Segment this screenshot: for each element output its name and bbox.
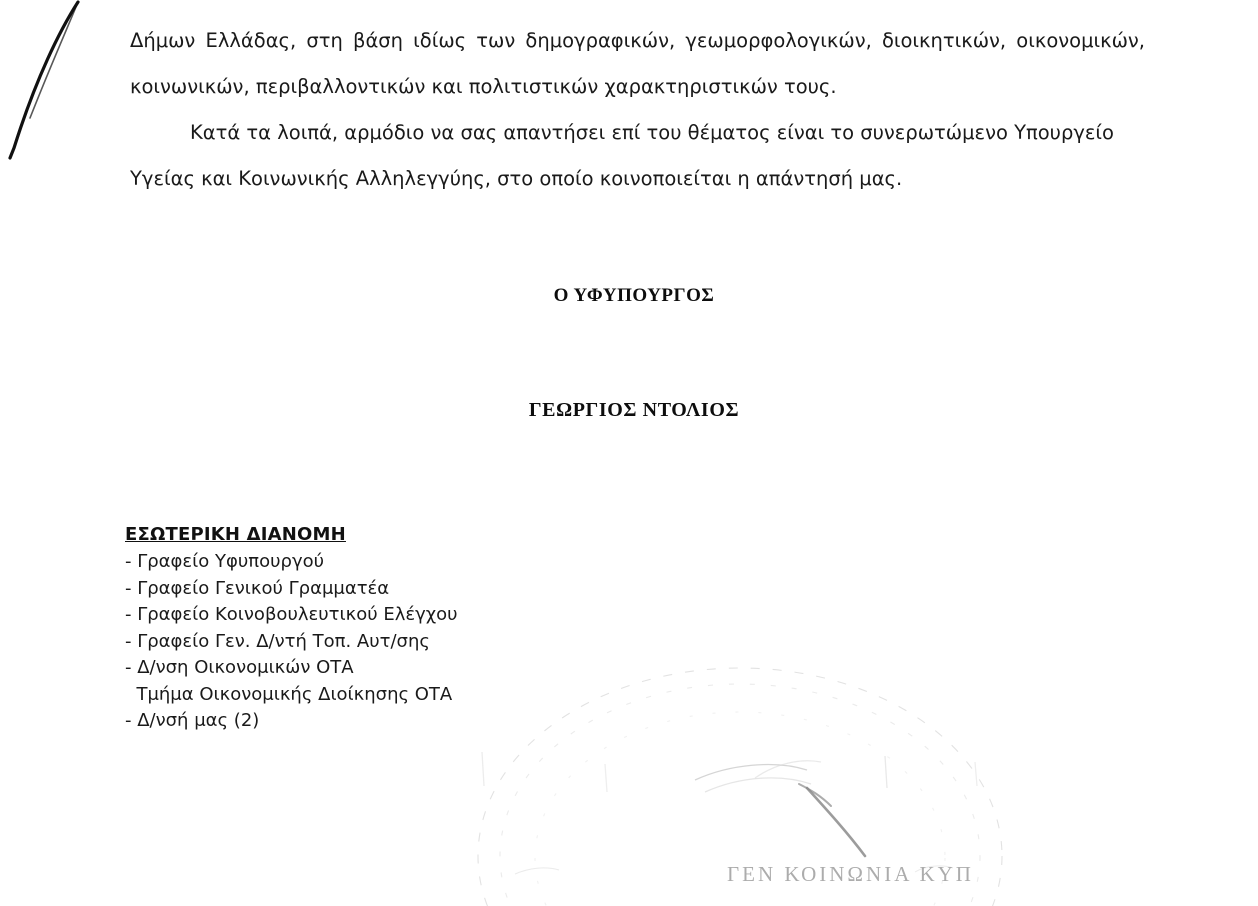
document-body [130,18,1145,202]
signature-name: ΓΕΩΡΓΙΟΣ ΝΤΟΛΙΟΣ [528,399,740,421]
list-item: - Γραφείο Γενικού Γραμματέα [125,577,390,599]
signature-block [0,285,1258,422]
pen-stroke-mark [0,0,120,170]
list-item: Τμήμα Οικονομικής Διοίκησης ΟΤΑ [125,683,453,705]
paragraph-2: Κατά τα λοιπά, αρμόδιο να σας απαντήσει επί του θέματος είναι το συνερωτώμενο Υπουργείο Υγείας και Κοινωνικής Αλληλεγγύης, στο οποίο κοινοποιείται η απάντησή μας. [130,121,1114,190]
stamp-text: ΓΕΝ ΚΟΙΝΩΝΙΑ ΚΥΠ [727,862,974,886]
signature-title: Ο ΥΦΥΠΟΥΡΓΟΣ [553,285,715,306]
distribution-section [125,524,725,735]
list-item: - Γραφείο Υφυπουργού [125,551,325,572]
distribution-heading: ΕΣΩΤΕΡΙΚΗ ΔΙΑΝΟΜΗ [125,524,346,545]
list-item: - Γραφείο Γεν. Δ/ντή Τοπ. Αυτ/σης [125,630,430,652]
list-item: - Γραφείο Κοινοβουλευτικού Ελέγχου [125,604,458,625]
paragraph-1: Δήμων Ελλάδας, στη βάση ιδίως των δημογραφικών, γεωμορφολογικών, διοικητικών, οικονομικών, κοινωνικών, περιβαλλοντικών και πολιτιστικών χαρακτηριστικών τους. [130,29,1145,98]
list-item: - Δ/νση Οικονομικών ΟΤΑ [125,657,354,678]
distribution-list [125,549,725,735]
list-item: - Δ/νσή μας (2) [125,710,260,731]
